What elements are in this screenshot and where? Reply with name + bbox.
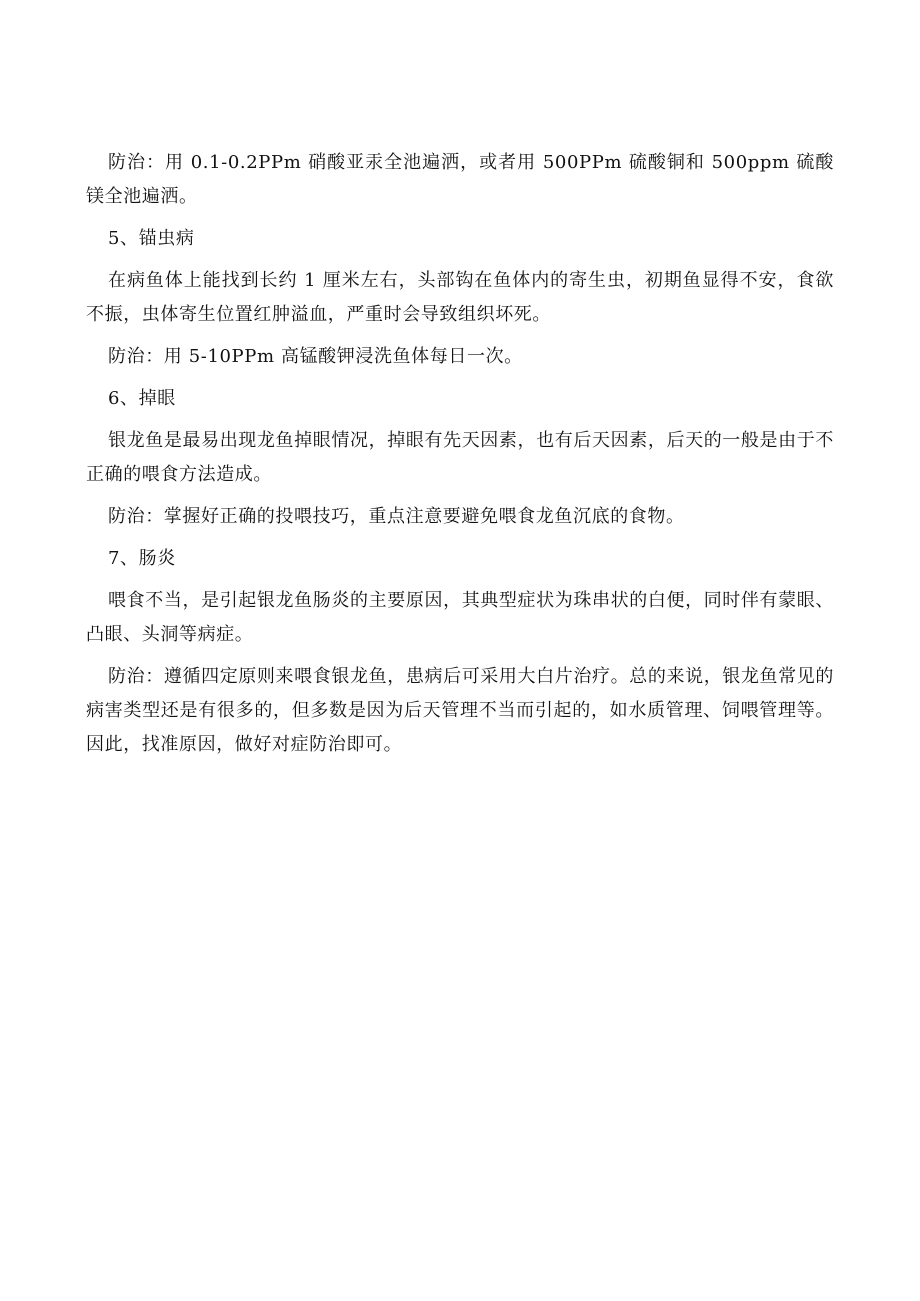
paragraph-anchor-worm-treatment: 防治：用 5-10PPm 高锰酸钾浸洗鱼体每日一次。 — [108, 346, 523, 367]
paragraph-enteritis-symptoms: 喂食不当，是引起银龙鱼肠炎的主要原因，其典型症状为珠串状的白便，同时伴有蒙眼、凸眼、头洞等病症。 — [86, 590, 834, 645]
section-heading-drop-eye: 6、掉眼 — [108, 388, 176, 409]
paragraph-anchor-worm-symptoms: 在病鱼体上能找到长约 1 厘米左右，头部钩在鱼体内的寄生虫，初期鱼显得不安，食欲不振，虫体寄生位置红肿溢血，严重时会导致组织坏死。 — [86, 270, 834, 325]
section-heading-anchor-worm: 5、锚虫病 — [108, 228, 195, 249]
paragraph-drop-eye-treatment: 防治：掌握好正确的投喂技巧，重点注意要避免喂食龙鱼沉底的食物。 — [108, 506, 685, 527]
paragraph-enteritis-treatment: 防治：遵循四定原则来喂食银龙鱼，患病后可采用大白片治疗。总的来说，银龙鱼常见的病害类型还是有很多的，但多数是因为后天管理不当而引起的，如水质管理、饲喂管理等。因此，找准原因，做好对症防治即可。 — [86, 666, 834, 755]
paragraph-treatment-mercury-nitrate: 防治：用 0.1-0.2PPm 硝酸亚汞全池遍洒，或者用 500PPm 硫酸铜和 500ppm 硫酸镁全池遍洒。 — [86, 152, 834, 207]
section-heading-enteritis: 7、肠炎 — [108, 548, 176, 569]
document-body — [86, 146, 834, 770]
paragraph-drop-eye-causes: 银龙鱼是最易出现龙鱼掉眼情况，掉眼有先天因素，也有后天因素，后天的一般是由于不正确的喂食方法造成。 — [86, 430, 834, 485]
